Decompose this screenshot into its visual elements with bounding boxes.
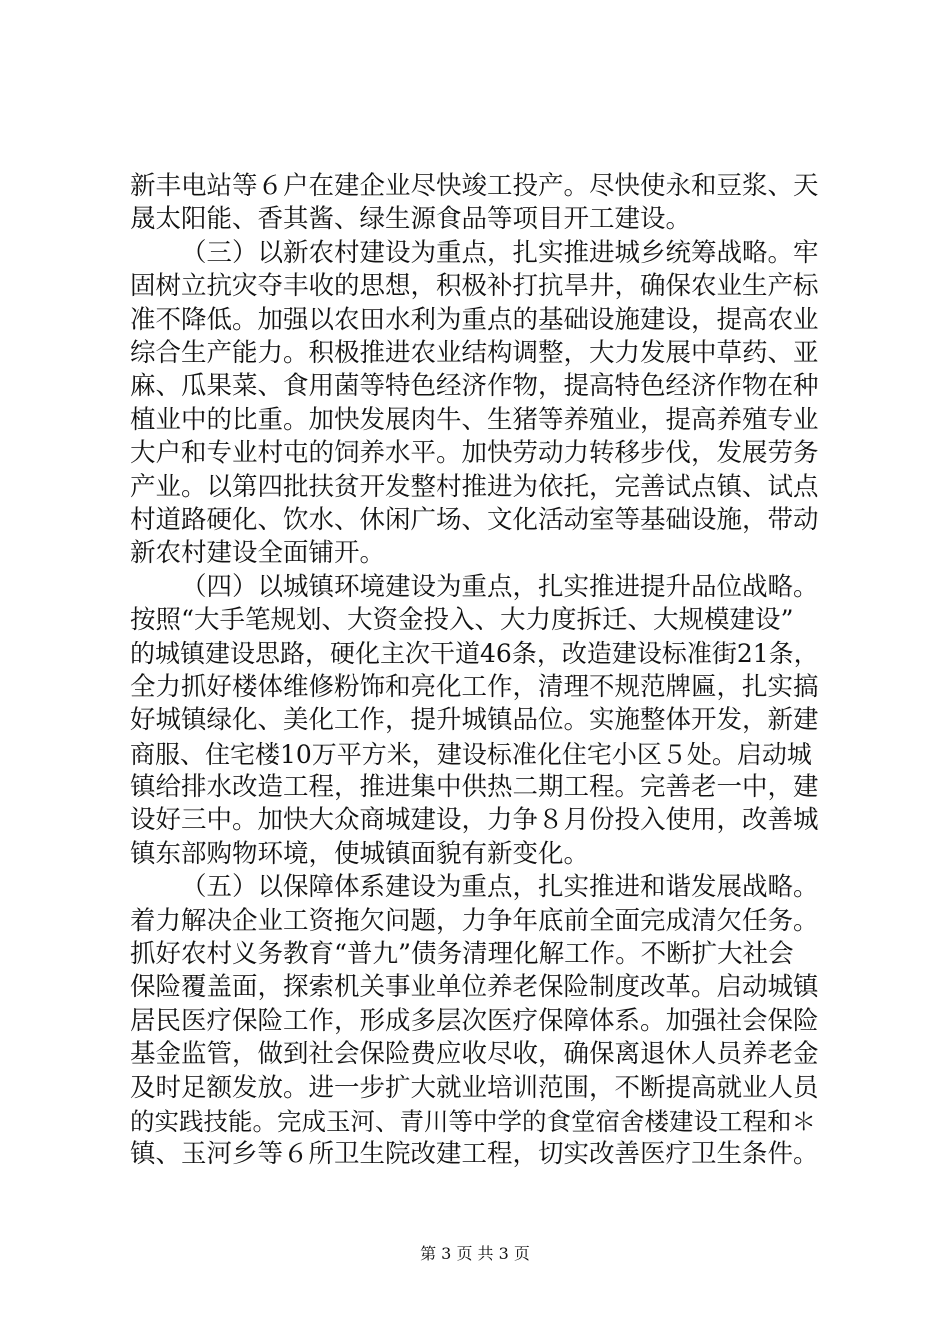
text-line: 产业。以第四批扶贫开发整村推进为依托，完善试点镇、试点 — [130, 471, 819, 502]
text-line: 镇东部购物环境，使城镇面貌有新变化。 — [130, 838, 590, 869]
text-line: 大户和专业村屯的饲养水平。加快劳动力转移步伐，发展劳务 — [130, 438, 819, 469]
document-body — [130, 170, 822, 1172]
text-line: 镇给排水改造工程，推进集中供热二期工程。完善老一中，建 — [130, 772, 819, 803]
text-line: 保险覆盖面，探索机关事业单位养老保险制度改革。启动城镇 — [130, 972, 819, 1003]
text-line: 镇、玉河乡等６所卫生院改建工程，切实改善医疗卫生条件。 — [130, 1139, 819, 1170]
text-line: 抓好农村义务教育“普九”债务清理化解工作。不断扩大社会 — [130, 938, 794, 969]
text-line: 基金监管，做到社会保险费应收尽收，确保离退休人员养老金 — [130, 1039, 819, 1070]
text-line: 的城镇建设思路，硬化主次干道46条，改造建设标准街21条， — [130, 639, 819, 669]
text-line: 设好三中。加快大众商城建设，力争８月份投入使用，改善城 — [130, 805, 819, 836]
text-line: 固树立抗灾夺丰收的思想，积极补打抗旱井，确保农业生产标 — [130, 271, 819, 302]
text-line: 综合生产能力。积极推进农业结构调整，大力发展中草药、亚 — [130, 337, 819, 368]
text-line: 好城镇绿化、美化工作，提升城镇品位。实施整体开发，新建 — [130, 705, 819, 736]
text-line: 按照“大手笔规划、大资金投入、大力度拆迁、大规模建设” — [130, 605, 794, 636]
text-line: 商服、住宅楼10万平方米，建设标准化住宅小区５处。启动城 — [130, 739, 812, 769]
text-line: （三）以新农村建设为重点，扎实推进城乡统筹战略。牢 — [181, 237, 819, 268]
text-line: 全力抓好楼体维修粉饰和亮化工作，清理不规范牌匾，扎实搞 — [130, 671, 819, 702]
page-footer — [0, 1244, 950, 1264]
text-line: 居民医疗保险工作，形成多层次医疗保障体系。加强社会保险 — [130, 1005, 819, 1036]
text-line: （四）以城镇环境建设为重点，扎实推进提升品位战略。 — [181, 571, 819, 602]
text-line: 植业中的比重。加快发展肉牛、生猪等养殖业，提高养殖专业 — [130, 404, 819, 435]
text-line: 新丰电站等６户在建企业尽快竣工投产。尽快使永和豆浆、天 — [130, 171, 819, 201]
page-number-label: 第 3 页 共 3 页 — [420, 1244, 530, 1263]
text-line: 准不降低。加强以农田水利为重点的基础设施建设，提高农业 — [130, 304, 819, 335]
text-line: 着力解决企业工资拖欠问题，力争年底前全面完成清欠任务。 — [130, 905, 819, 936]
text-line: 及时足额发放。进一步扩大就业培训范围，不断提高就业人员 — [130, 1072, 819, 1103]
text-line: 村道路硬化、饮水、休闲广场、文化活动室等基础设施，带动 — [130, 504, 819, 535]
text-line: 麻、瓜果菜、食用菌等特色经济作物，提高特色经济作物在种 — [130, 371, 819, 402]
text-line: 晟太阳能、香其酱、绿生源食品等项目开工建设。 — [130, 204, 692, 235]
text-line: （五）以保障体系建设为重点，扎实推进和谐发展战略。 — [181, 872, 819, 903]
text-line: 新农村建设全面铺开。 — [130, 538, 386, 569]
text-line: 的实践技能。完成玉河、青川等中学的食堂宿舍楼建设工程和＊ — [130, 1106, 816, 1136]
